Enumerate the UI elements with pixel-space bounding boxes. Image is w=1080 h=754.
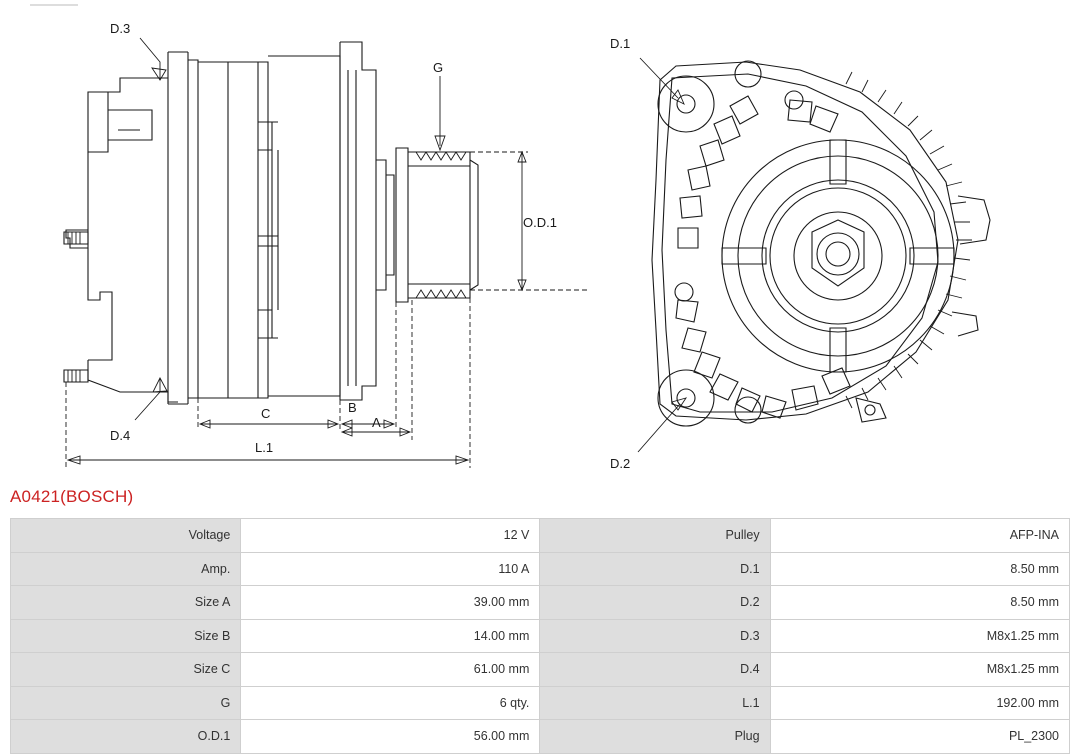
spec-value: 8.50 mm xyxy=(770,552,1069,586)
table-row xyxy=(11,519,1070,553)
spec-label: D.3 xyxy=(540,619,770,653)
table-row xyxy=(11,653,1070,687)
table-row xyxy=(11,586,1070,620)
spec-label: Voltage xyxy=(11,519,241,553)
spec-value: M8x1.25 mm xyxy=(770,619,1069,653)
label-d3: D.3 xyxy=(110,21,131,36)
spec-label: Size C xyxy=(11,653,241,687)
spec-label: D.4 xyxy=(540,653,770,687)
label-d4: D.4 xyxy=(110,428,131,443)
spec-value: 8.50 mm xyxy=(770,586,1069,620)
label-g: G xyxy=(433,60,444,75)
spec-label: L.1 xyxy=(540,686,770,720)
specifications-table xyxy=(10,518,1070,754)
label-b: B xyxy=(348,400,357,415)
table-row xyxy=(11,552,1070,586)
spec-label: G xyxy=(11,686,241,720)
spec-value: 110 A xyxy=(241,552,540,586)
table-row xyxy=(11,720,1070,754)
spec-value: 6 qty. xyxy=(241,686,540,720)
table-row xyxy=(11,686,1070,720)
spec-value: 39.00 mm xyxy=(241,586,540,620)
spec-label: D.2 xyxy=(540,586,770,620)
spec-label: Size A xyxy=(11,586,241,620)
spec-value: 192.00 mm xyxy=(770,686,1069,720)
spec-value: 56.00 mm xyxy=(241,720,540,754)
label-d1: D.1 xyxy=(610,36,631,51)
page-title: A0421(BOSCH) xyxy=(10,487,134,506)
side-view-alternator xyxy=(64,21,590,468)
spec-label: O.D.1 xyxy=(11,720,241,754)
spec-value: 14.00 mm xyxy=(241,619,540,653)
spec-value: AFP-INA xyxy=(770,519,1069,553)
spec-value: M8x1.25 mm xyxy=(770,653,1069,687)
label-a: A xyxy=(372,415,381,430)
label-od1: O.D.1 xyxy=(523,215,557,230)
spec-label: Amp. xyxy=(11,552,241,586)
spec-value: 12 V xyxy=(241,519,540,553)
spec-label: Pulley xyxy=(540,519,770,553)
label-d2: D.2 xyxy=(610,456,631,471)
front-view-alternator xyxy=(610,36,990,471)
spec-label: D.1 xyxy=(540,552,770,586)
table-row xyxy=(11,619,1070,653)
spec-label: Size B xyxy=(11,619,241,653)
spec-value: PL_2300 xyxy=(770,720,1069,754)
spec-label: Plug xyxy=(540,720,770,754)
label-c: C xyxy=(261,406,271,421)
label-l1: L.1 xyxy=(255,440,274,455)
spec-value: 61.00 mm xyxy=(241,653,540,687)
